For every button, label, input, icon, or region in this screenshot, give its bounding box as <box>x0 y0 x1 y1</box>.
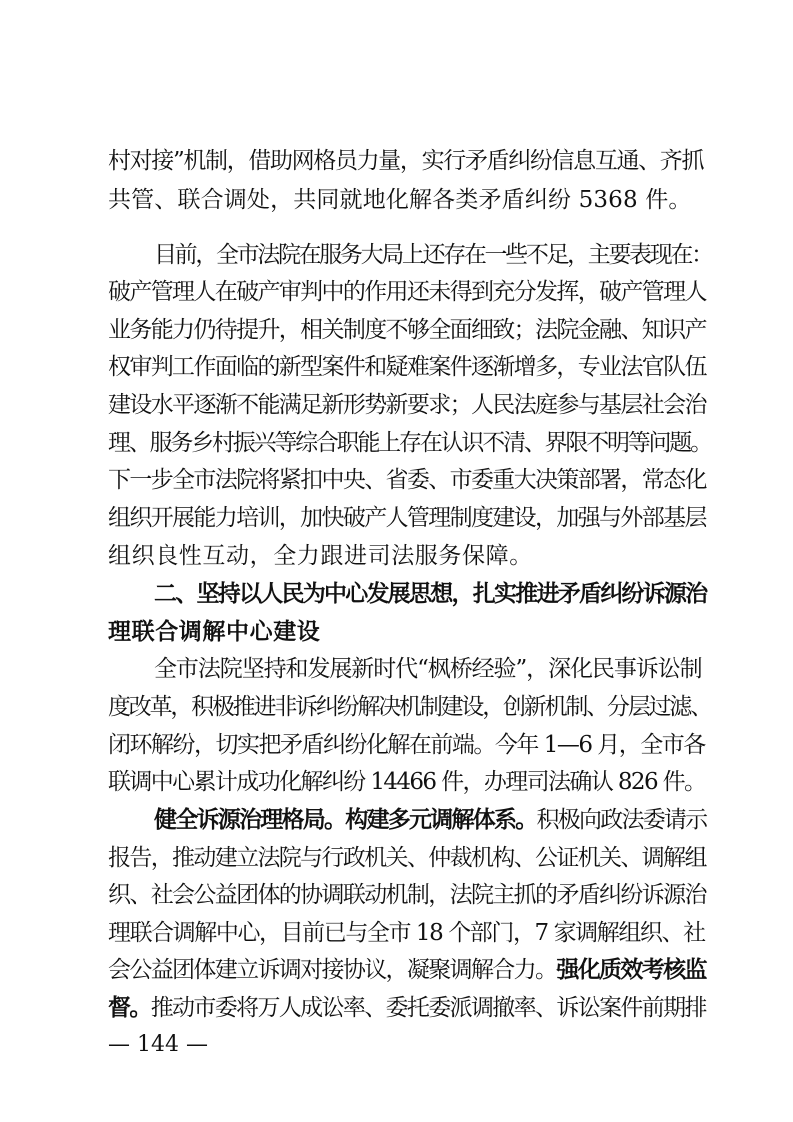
text-line-8 <box>108 425 711 461</box>
text-line-9 <box>108 462 706 498</box>
text-line-3 <box>154 237 712 273</box>
text-segment: 共管、联合调处，共同就地化解各类矛盾纠纷 5368 件。 <box>108 187 692 213</box>
bold-segment: 督。 <box>108 994 151 1021</box>
text-segment: 理联合调解中心，目前已与全市 18 个部门，7 家调解组织、社 <box>108 920 705 946</box>
text-segment: 二、坚持以人民为中心发展思想，扎实推进矛盾纠纷诉源治 <box>154 580 707 607</box>
bold-segment: 健全诉源治理格局。构建多元调解体系。 <box>154 806 537 833</box>
text-segment: 下一步全市法院将紧扣中央、省委、市委重大决策部署，常态化 <box>108 467 706 493</box>
bold-segment: 强化质效考核监 <box>556 956 706 983</box>
text-segment: 推动市委将万人成讼率、委托委派调撤率、诉讼案件前期排 <box>150 995 706 1021</box>
text-segment: 联调中心累计成功化解纠纷 14466 件，办理司法确认 826 件。 <box>108 769 706 795</box>
text-segment: 闭环解纷，切实把矛盾纠纷化解在前端。今年 1—6 月，全市各 <box>108 732 705 758</box>
text-line-22 <box>108 952 706 988</box>
text-segment: 会公益团体建立诉调对接协议，凝聚调解合力。 <box>108 957 557 983</box>
text-line-19 <box>108 840 706 876</box>
text-segment: 组织开展能力培训，加快破产人管理制度建设，加强与外部基层 <box>108 505 706 531</box>
text-segment: 权审判工作面临的新型案件和疑难案件逐渐增多，专业法官队伍 <box>108 354 706 380</box>
text-line-6 <box>108 349 706 385</box>
text-line-16 <box>108 727 705 763</box>
text-segment: 破产管理人在破产审判中的作用还未得到充分发挥，破产管理人 <box>108 279 706 305</box>
text-line-20 <box>108 877 706 913</box>
text-segment: 目前，全市法院在服务大局上还存在一些不足，主要表现在： <box>154 242 712 268</box>
text-line-11 <box>108 538 533 574</box>
text-line-14 <box>154 651 702 687</box>
text-line-15 <box>108 689 711 725</box>
text-line-2 <box>108 182 692 218</box>
section-heading-line-2 <box>108 614 320 650</box>
page-number: — 144 — <box>108 1032 208 1057</box>
text-segment: 积极向政法委请示 <box>536 807 707 833</box>
text-segment: 业务能力仍待提升，相关制度不够全面细致；法院金融、知识产 <box>108 317 706 343</box>
text-line-7 <box>108 387 706 423</box>
text-line-5 <box>108 312 706 348</box>
text-line-23 <box>108 990 706 1026</box>
text-segment: 度改革，积极推进非诉纠纷解决机制建设，创新机制、分层过滤、 <box>108 694 711 720</box>
text-line-4 <box>108 274 706 310</box>
text-segment: 理、服务乡村振兴等综合职能上存在认识不清、界限不明等问题。 <box>108 430 711 456</box>
text-segment: 全市法院坚持和发展新时代“枫桥经验”，深化民事诉讼制 <box>154 656 702 682</box>
text-segment: 村对接”机制，借助网格员力量，实行矛盾纠纷信息互通、齐抓 <box>108 148 704 174</box>
text-segment: 建设水平逐渐不能满足新形势新要求；人民法庭参与基层社会治 <box>108 392 706 418</box>
text-segment: 报告，推动建立法院与行政机关、仲裁机构、公证机关、调解组 <box>108 845 706 871</box>
text-line-1 <box>108 143 703 179</box>
text-segment: 理联合调解中心建设 <box>108 618 321 645</box>
text-line-18 <box>154 802 706 838</box>
text-segment: 组织良性互动，全力跟进司法服务保障。 <box>108 543 533 569</box>
text-segment: 织、社会公益团体的协调联动机制，法院主抓的矛盾纠纷诉源治 <box>108 882 706 908</box>
text-line-17 <box>108 764 705 800</box>
section-heading-line-1 <box>154 576 706 612</box>
text-line-21 <box>108 915 705 951</box>
text-line-10 <box>108 500 706 536</box>
